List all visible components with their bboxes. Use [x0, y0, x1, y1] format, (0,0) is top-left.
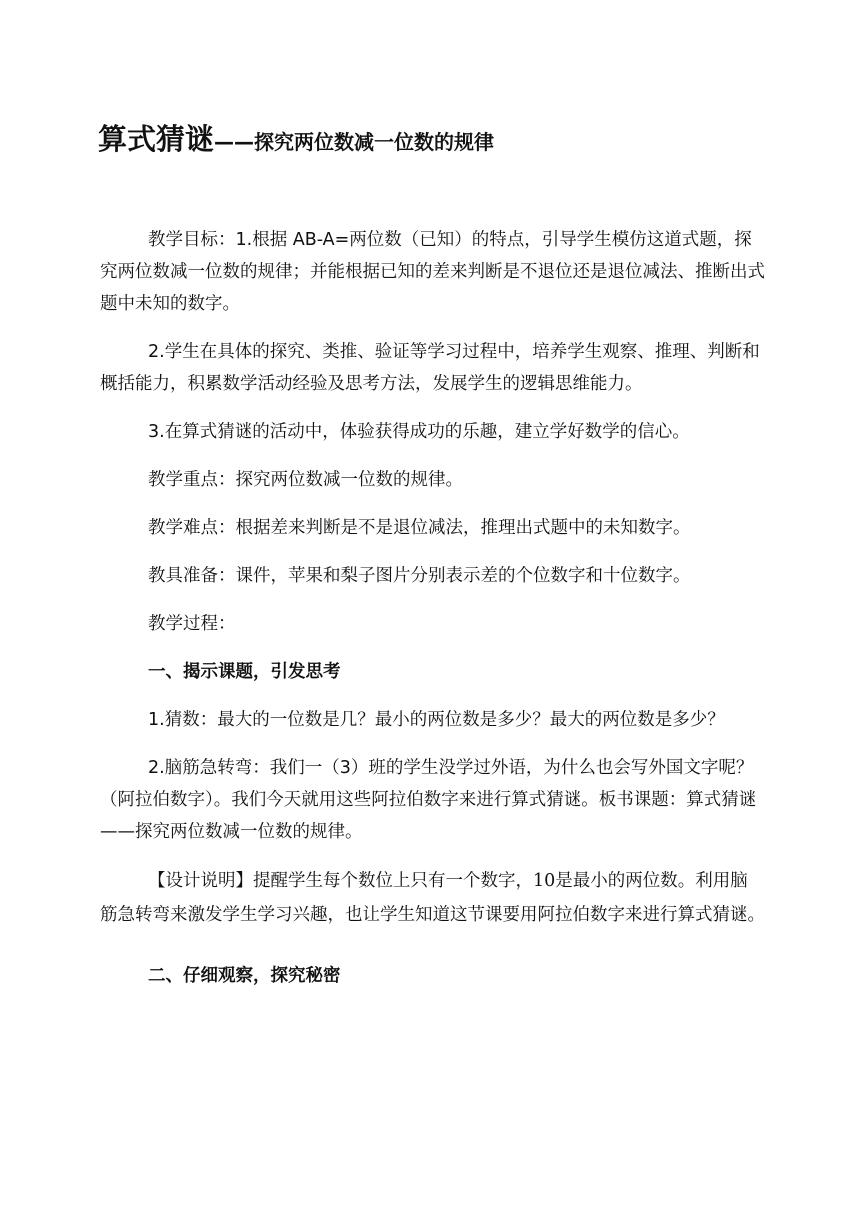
- teaching-key-point: 教学重点：探究两位数减一位数的规律。: [148, 470, 463, 490]
- step-1-guess: 1.猜数：最大的一位数是几？最小的两位数是多少？最大的两位数是多少？: [148, 710, 725, 730]
- teaching-process-label: 教学过程：: [148, 614, 236, 634]
- teaching-difficulty: 教学难点：根据差来判断是不是退位减法，推理出式题中的未知数字。: [148, 518, 691, 538]
- section-heading-1: 一、揭示课题，引发思考: [148, 662, 341, 682]
- step-2-brain-teaser: 2.脑筋急转弯：我们一（3）班的学生没学过外语，为什么也会写外国文字呢？（阿拉伯数字）。我们今天就用这些阿拉伯数字来进行算式猜谜。板书课题：算式猜谜——探究两位数减一位数的规律。: [100, 758, 757, 842]
- title-main: 算式猜谜: [98, 122, 215, 156]
- design-note: 【设计说明】提醒学生每个数位上只有一个数字，10是最小的两位数。利用脑筋急转弯来激发学生学习兴趣，也让学生知道这节课要用阿拉伯数字来进行算式猜谜。: [100, 871, 765, 925]
- teaching-goal-2: 2.学生在具体的探究、类推、验证等学习过程中，培养学生观察、推理、判断和概括能力，积累数学活动经验及思考方法，发展学生的逻辑思维能力。: [100, 342, 760, 394]
- teaching-goal-1: 教学目标：1.根据 AB-A=两位数（已知）的特点，引导学生模仿这道式题，探究两位数减一位数的规律；并能根据已知的差来判断是不退位还是退位减法、推断出式题中未知的数字。: [100, 230, 765, 314]
- document-title: [98, 118, 494, 162]
- teaching-materials: 教具准备：课件，苹果和梨子图片分别表示差的个位数字和十位数字。: [148, 566, 691, 586]
- title-subtitle: ——探究两位数减一位数的规律: [214, 130, 495, 154]
- section-heading-2: 二、仔细观察，探究秘密: [148, 966, 341, 986]
- document-body: [100, 224, 765, 992]
- teaching-goal-3: 3.在算式猜谜的活动中，体验获得成功的乐趣，建立学好数学的信心。: [148, 422, 690, 442]
